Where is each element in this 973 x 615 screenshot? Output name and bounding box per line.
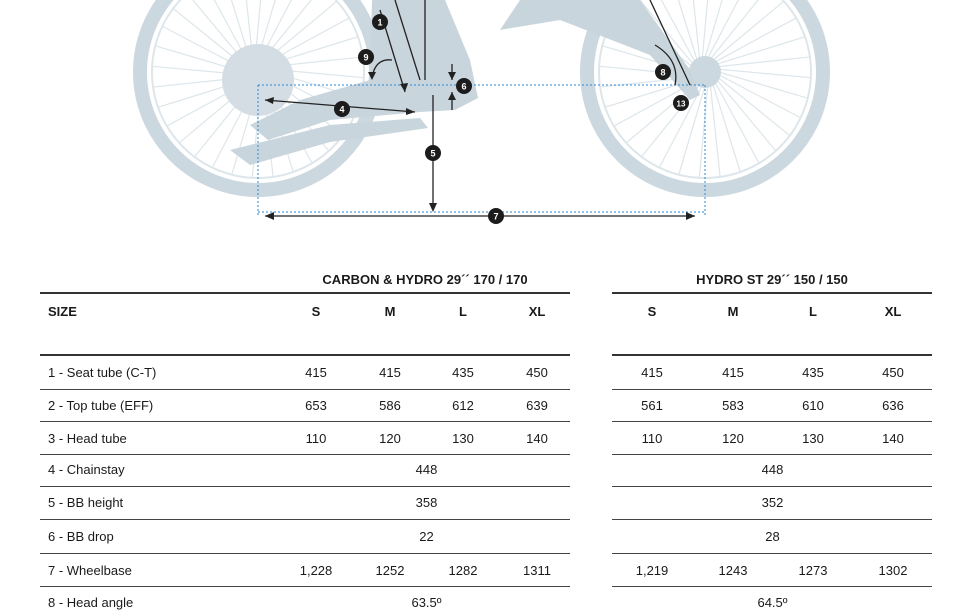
- row-label: 8 - Head angle: [48, 595, 134, 610]
- row-value-all-sizes: 63.5º: [411, 595, 442, 610]
- marker-4: [334, 101, 350, 117]
- row-value: 1282: [448, 563, 478, 578]
- row-divider: [612, 389, 932, 390]
- row-value-all-sizes: 64.5º: [757, 595, 788, 610]
- marker-6: [456, 78, 472, 94]
- row-label: 2 - Top tube (EFF): [48, 398, 154, 413]
- row-value-all-sizes: 358: [415, 495, 438, 510]
- row-value: 612: [452, 398, 474, 413]
- row-value: 415: [305, 365, 327, 380]
- row-value: 583: [722, 398, 744, 413]
- row-value: 415: [641, 365, 663, 380]
- row-value-all-sizes: 22: [419, 529, 434, 544]
- row-value: 415: [722, 365, 744, 380]
- size-m-header: M: [727, 304, 739, 319]
- svg-text:5: 5: [430, 148, 436, 159]
- bike-geometry-diagram: [0, 0, 973, 235]
- row-value: 130: [452, 431, 474, 446]
- row-divider: [40, 486, 570, 487]
- svg-text:8: 8: [660, 67, 666, 78]
- size-m-header: M: [384, 304, 396, 319]
- size-xl-header: XL: [528, 304, 546, 319]
- svg-text:7: 7: [493, 211, 499, 222]
- table-title: CARBON & HYDRO 29´´ 170 / 170: [322, 272, 528, 287]
- row-value: 610: [802, 398, 824, 413]
- row-divider: [612, 486, 932, 487]
- row-value: 120: [722, 431, 744, 446]
- row-value: 110: [305, 431, 327, 446]
- size-s-header: S: [647, 304, 657, 319]
- row-value: 140: [882, 431, 904, 446]
- table-top-rule: [612, 292, 932, 294]
- row-label: 7 - Wheelbase: [48, 563, 132, 578]
- row-value: 450: [526, 365, 548, 380]
- row-value-all-sizes: 352: [761, 495, 784, 510]
- row-value: 1311: [523, 563, 551, 578]
- row-divider: [40, 454, 570, 455]
- marker-8: [655, 64, 671, 80]
- marker-7: [488, 208, 504, 224]
- row-value: 435: [452, 365, 474, 380]
- row-label: 6 - BB drop: [48, 529, 114, 544]
- row-value-all-sizes: 448: [415, 462, 438, 477]
- svg-text:4: 4: [339, 104, 345, 115]
- row-divider: [40, 421, 570, 422]
- row-value: 1243: [718, 563, 748, 578]
- row-divider: [40, 519, 570, 520]
- row-value: 636: [882, 398, 904, 413]
- header-rule: [40, 354, 570, 356]
- row-divider: [612, 586, 932, 587]
- row-value-all-sizes: 28: [765, 529, 780, 544]
- table-top-rule: [40, 292, 570, 294]
- size-header: SIZE: [48, 304, 77, 319]
- row-label: 5 - BB height: [48, 495, 124, 510]
- row-value: 1,219: [635, 563, 669, 578]
- row-label: 1 - Seat tube (C-T): [48, 365, 157, 380]
- svg-text:6: 6: [461, 81, 467, 92]
- row-divider: [40, 553, 570, 554]
- row-value: 1302: [878, 563, 908, 578]
- marker-13: [673, 95, 689, 111]
- row-value-all-sizes: 448: [761, 462, 784, 477]
- row-value: 1273: [798, 563, 828, 578]
- svg-text:9: 9: [363, 52, 369, 63]
- row-divider: [612, 454, 932, 455]
- row-label: 4 - Chainstay: [48, 462, 125, 477]
- row-value: 130: [802, 431, 824, 446]
- svg-text:1: 1: [377, 17, 383, 28]
- header-rule: [612, 354, 932, 356]
- row-value: 140: [526, 431, 548, 446]
- size-xl-header: XL: [884, 304, 902, 319]
- row-divider: [40, 389, 570, 390]
- row-value: 639: [526, 398, 548, 413]
- row-value: 435: [802, 365, 824, 380]
- row-divider: [40, 586, 570, 587]
- row-divider: [612, 421, 932, 422]
- row-divider: [612, 519, 932, 520]
- table-title: HYDRO ST 29´´ 150 / 150: [696, 272, 848, 287]
- size-l-header: L: [809, 304, 817, 319]
- row-value: 415: [379, 365, 401, 380]
- row-value: 450: [882, 365, 904, 380]
- svg-text:13: 13: [676, 99, 686, 109]
- row-divider: [612, 553, 932, 554]
- size-s-header: S: [311, 304, 321, 319]
- row-value: 110: [641, 431, 663, 446]
- marker-5: [425, 145, 441, 161]
- row-label: 3 - Head tube: [48, 431, 127, 446]
- marker-1: [372, 14, 388, 30]
- row-value: 1,228: [299, 563, 333, 578]
- row-value: 653: [305, 398, 327, 413]
- row-value: 1252: [375, 563, 405, 578]
- row-value: 586: [379, 398, 401, 413]
- row-value: 561: [641, 398, 663, 413]
- marker-9: [358, 49, 374, 65]
- size-l-header: L: [459, 304, 467, 319]
- row-value: 120: [379, 431, 401, 446]
